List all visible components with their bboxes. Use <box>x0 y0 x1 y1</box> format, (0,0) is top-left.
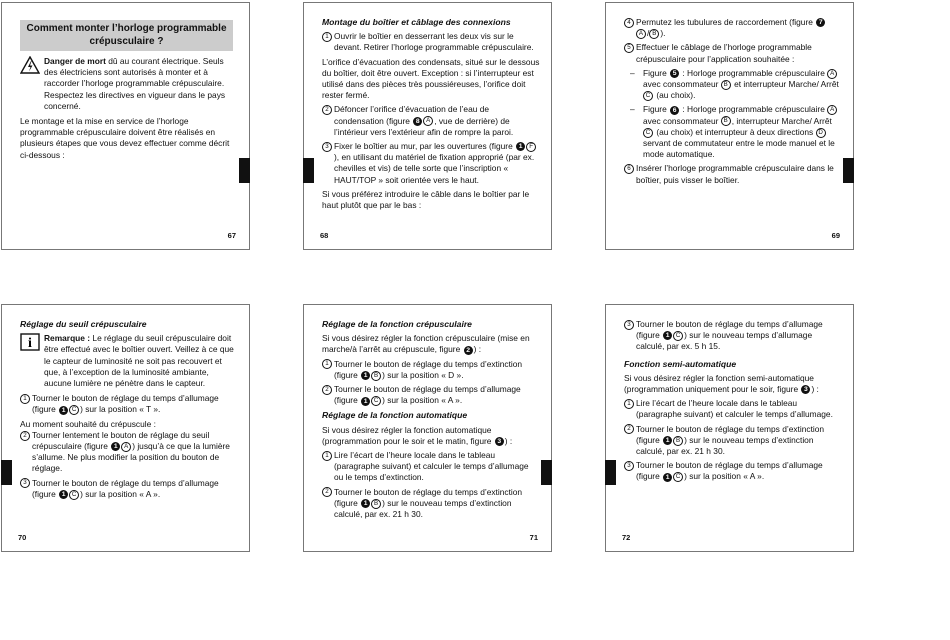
figure-ref: 2 <box>464 346 473 355</box>
part-ref: C <box>69 490 79 500</box>
intro-paragraph <box>624 373 842 395</box>
part-ref: B <box>371 499 381 509</box>
auto-step-1 <box>322 450 540 484</box>
figure-ref: 1 <box>663 331 672 340</box>
page-number: 68 <box>320 231 329 240</box>
part-ref: C <box>69 405 79 415</box>
figure-ref: 8 <box>413 117 422 126</box>
option-text: , interrupteur Marche/ Arrêt <box>731 115 832 126</box>
dusk-moment-text: Au moment souhaité du crépuscule : <box>20 418 156 429</box>
figure-word: Figure <box>643 67 670 78</box>
page-number: 70 <box>18 533 27 542</box>
part-ref: B <box>371 371 381 381</box>
step-number: 5 <box>624 43 634 53</box>
step-number: 1 <box>20 394 30 404</box>
auto-step-2 <box>322 487 540 521</box>
part-ref: A <box>423 116 433 126</box>
figure-ref: 1 <box>663 436 672 445</box>
slash: / <box>647 28 650 39</box>
step-text: Tourner le bouton de réglage du temps d’allumage (figure <box>32 393 219 415</box>
part-ref: C <box>673 331 683 341</box>
section-header: Comment monter l’horloge programmable crépusculaire ? <box>20 20 233 51</box>
step-text: Ouvrir le boîtier en desserrant les deux vis sur le devant. Retirer l’horloge programmable crépusculaire. <box>334 31 534 53</box>
step-1 <box>20 393 238 415</box>
intro-text: Si vous désirez régler la fonction crépusculaire (mise en marche/à l’arrêt au crépuscule, figure <box>322 333 530 355</box>
option-text: : Horloge programmable crépusculaire <box>680 104 828 115</box>
figure-ref: 7 <box>816 18 825 27</box>
option-text: avec consommateur <box>643 115 721 126</box>
manual-page-69 <box>605 2 854 250</box>
step-number: 2 <box>322 105 332 115</box>
step-text: Tourner le bouton de réglage du temps d’extinction (figure <box>334 486 523 508</box>
step-text-cont: ) sur le nouveau temps d’extinction calculé, par ex. 21 h 30. <box>334 497 512 520</box>
part-ref: C <box>673 472 683 482</box>
step-text: Tourner lentement le bouton de réglage du seuil crépusculaire (figure <box>32 429 210 452</box>
step-text-cont: ). <box>660 28 666 39</box>
step-number: 2 <box>322 385 332 395</box>
page-number: 71 <box>529 533 538 542</box>
figure-ref: 1 <box>361 371 370 380</box>
step-text: Tourner le bouton de réglage du temps d’allumage (figure <box>334 384 521 406</box>
semi-step-1 <box>624 398 842 420</box>
step-text: Permutez les tubulures de raccordement (figure <box>636 17 816 27</box>
step-2 <box>322 384 540 406</box>
step-number: 1 <box>322 451 332 461</box>
step-text: Lire l’écart de l’heure locale dans le tableau (paragraphe suivant) et calculer le temps d’allumage ou le temps d’extinction. <box>334 450 529 483</box>
section-title: Réglage du seuil crépusculaire <box>20 319 147 329</box>
thumb-tab <box>541 460 552 485</box>
semi-step-2 <box>624 424 842 458</box>
step-number: 2 <box>20 431 30 441</box>
figure-ref: 3 <box>801 385 810 394</box>
part-ref: B <box>673 436 683 446</box>
figure-ref: 1 <box>59 406 68 415</box>
page-number: 69 <box>831 231 840 240</box>
step-text-cont: ) sur la position « A ». <box>80 488 161 499</box>
step-number: 1 <box>624 399 634 409</box>
step-number: 3 <box>624 461 634 471</box>
thumb-tab <box>239 158 250 183</box>
step-text: Tourner le bouton de réglage du temps d’extinction (figure <box>334 358 523 380</box>
step-text-cont: ) sur le nouveau temps d’allumage calculé, par ex. 5 h 15. <box>636 330 813 352</box>
step-text: Tourner le bouton de réglage du temps d’allumage (figure <box>636 319 823 341</box>
page-number: 67 <box>227 231 236 240</box>
part-ref: A <box>827 69 837 79</box>
step-text: Insérer l’horloge programmable crépusculaire dans le boîtier, puis visser le boîtier. <box>636 163 834 185</box>
manual-page-68 <box>303 2 552 250</box>
figure-ref: 1 <box>361 499 370 508</box>
thumb-tab <box>1 460 12 485</box>
intro-text: Si vous désirez régler la fonction semi-automatique (programmation uniquement pour le soir, figure <box>624 372 814 395</box>
step-2 <box>322 104 540 138</box>
figure-ref: 1 <box>361 397 370 406</box>
part-ref: C <box>643 91 653 101</box>
step-text: Tourner le bouton de réglage du temps d’extinction (figure <box>636 423 825 445</box>
thumb-tab <box>303 158 314 183</box>
figure-ref: 6 <box>670 106 679 115</box>
wiring-option-1 <box>624 68 842 102</box>
manual-page-70 <box>1 304 250 552</box>
option-text: servant de commutateur entre le mode manuel et le mode automatique. <box>643 138 835 160</box>
danger-text: dû au courant électrique. Seuls des électriciens sont autorisés à monter et à raccorder l’horloge programmable crépusculaire. Respectez les directives en vigueur dans le pays concerné. <box>44 56 226 111</box>
step-number: 2 <box>322 487 332 497</box>
step-text-cont: ), en utilisant du matériel de fixation approprié (par ex. chevilles et vis) de telle sorte que l’inscription « HAUT/TOP » soit orientée vers le haut. <box>334 152 535 185</box>
figure-ref: 1 <box>59 490 68 499</box>
figure-ref: 1 <box>111 442 120 451</box>
step-number: 3 <box>322 142 332 152</box>
intro-text-cont: ) : <box>504 435 513 446</box>
figure-word: Figure <box>643 104 670 115</box>
part-ref: A <box>121 442 131 452</box>
option-text: avec consommateur <box>643 79 721 90</box>
step-text: Tourner le bouton de réglage du temps d’allumage (figure <box>636 460 823 482</box>
wiring-option-2 <box>624 104 842 160</box>
condensate-paragraph: L’orifice d’évacuation des condensats, situé sur le dessous du boîtier, doit être ouvert. Exception : si l’interrupteur est utilisé dans des pièces très poussiéreuses, l’orifice doit rester fermé. <box>322 56 540 101</box>
step-text: Effectuer le câblage de l’horloge programmable crépusculaire pour l’application souhaitée : <box>636 42 812 64</box>
step-text-cont: ) sur le nouveau temps d’extinction calculé, par ex. 21 h 30. <box>636 434 814 457</box>
note-label: Remarque : <box>44 333 91 344</box>
electric-hazard-icon <box>20 56 44 112</box>
intro-paragraph <box>322 333 540 355</box>
step-2 <box>20 430 238 475</box>
option-text: (au choix). <box>654 90 696 101</box>
figure-ref: 5 <box>670 69 679 78</box>
option-text: et interrupteur Marche/ Arrêt <box>731 79 839 90</box>
section-title: Réglage de la fonction automatique <box>322 410 468 421</box>
dash-bullet: – <box>630 104 635 115</box>
step-text-cont: ) sur la position « A ». <box>684 471 765 482</box>
step-text-cont: , vue de derrière) de l’intérieur vers l’extérieur afin de rompre la paroi. <box>334 115 514 137</box>
step-3 <box>20 478 238 500</box>
step-number: 6 <box>624 164 634 174</box>
svg-text:i: i <box>28 336 32 352</box>
part-ref: D <box>816 128 826 138</box>
intro-text: Si vous désirez régler la fonction automatique (programmation pour le soir et le matin, figure <box>322 424 494 446</box>
note-box <box>20 333 238 389</box>
step-number: 1 <box>322 359 332 369</box>
step-text-cont: ) jusqu’à ce que la lumière s’allume. Ne plus modifier la position du bouton de réglage. <box>32 441 230 474</box>
step-number: 1 <box>322 32 332 42</box>
option-text: : Horloge programmable crépusculaire <box>680 67 828 78</box>
cable-paragraph: Si vous préférez introduire le câble dans le boîtier par le haut plutôt que par le bas : <box>322 188 530 211</box>
option-text: (au choix) et interrupteur à deux directions <box>654 126 816 137</box>
intro-paragraph: Le montage et la mise en service de l’horloge programmable crépusculaire doivent être réalisés en plusieurs étapes que vous devez effectuer comme décrit ci-dessous : <box>20 116 230 160</box>
semi-step-3 <box>624 460 842 482</box>
step-4 <box>624 17 842 39</box>
part-ref: C <box>643 128 653 138</box>
step-text: Défoncer l’orifice d’évacuation de l’eau de condensation (figure <box>334 104 490 126</box>
step-text-cont: ) sur la position « T ». <box>80 404 161 415</box>
step-text-cont: ) sur la position « A ». <box>382 395 463 406</box>
part-ref: B <box>721 80 731 90</box>
note-text: Le réglage du seuil crépusculaire doit être effectué avec le boîtier ouvert. Veillez à ce que le capteur de luminosité ne soit pas recouvert et que, à l’exception de la luminosité ambiante, aucune lumière ne pénètre dans le capteur. <box>44 333 234 389</box>
step-6 <box>624 163 842 185</box>
figure-ref: 1 <box>663 473 672 482</box>
manual-page-71 <box>303 304 552 552</box>
part-ref: A <box>827 105 837 115</box>
intro-text-cont: ) : <box>473 344 482 355</box>
part-ref: A <box>636 29 646 39</box>
part-ref: B <box>649 29 659 39</box>
part-ref: F <box>526 142 536 152</box>
step-1 <box>322 31 540 53</box>
step-text-cont: ) sur la position « D ». <box>382 369 464 380</box>
part-ref: C <box>371 396 381 406</box>
step-text: Fixer le boîtier au mur, par les ouvertures (figure <box>334 141 516 152</box>
section-title: Fonction semi-automatique <box>624 358 737 369</box>
manual-page-67 <box>1 2 250 250</box>
step-3 <box>322 141 540 186</box>
danger-warning <box>20 56 233 112</box>
section-title: Montage du boîtier et câblage des connexions <box>322 17 511 27</box>
step-1 <box>322 359 540 381</box>
figure-ref: 1 <box>516 142 525 151</box>
step-5 <box>624 42 842 64</box>
step-text: Lire l’écart de l’heure locale dans le tableau (paragraphe suivant) et calculer le temps d’allumage. <box>636 398 833 420</box>
thumb-tab <box>605 460 616 485</box>
info-icon <box>20 333 44 389</box>
step-text: Tourner le bouton de réglage du temps d’allumage (figure <box>32 477 219 499</box>
danger-label: Danger de mort <box>44 56 106 66</box>
intro-paragraph <box>322 425 540 447</box>
manual-page-72 <box>605 304 854 552</box>
dash-bullet: – <box>630 67 635 78</box>
intro-text-cont: ) : <box>811 384 819 395</box>
figure-ref: 3 <box>495 437 504 446</box>
section-title: Réglage de la fonction crépusculaire <box>322 319 472 329</box>
step-number: 3 <box>624 320 634 330</box>
step-number: 2 <box>624 424 634 434</box>
step-number: 4 <box>624 18 634 28</box>
auto-step-3 <box>624 319 842 353</box>
step-number: 3 <box>20 478 30 488</box>
part-ref: B <box>721 116 731 126</box>
thumb-tab <box>843 158 854 183</box>
page-number: 72 <box>622 533 631 542</box>
